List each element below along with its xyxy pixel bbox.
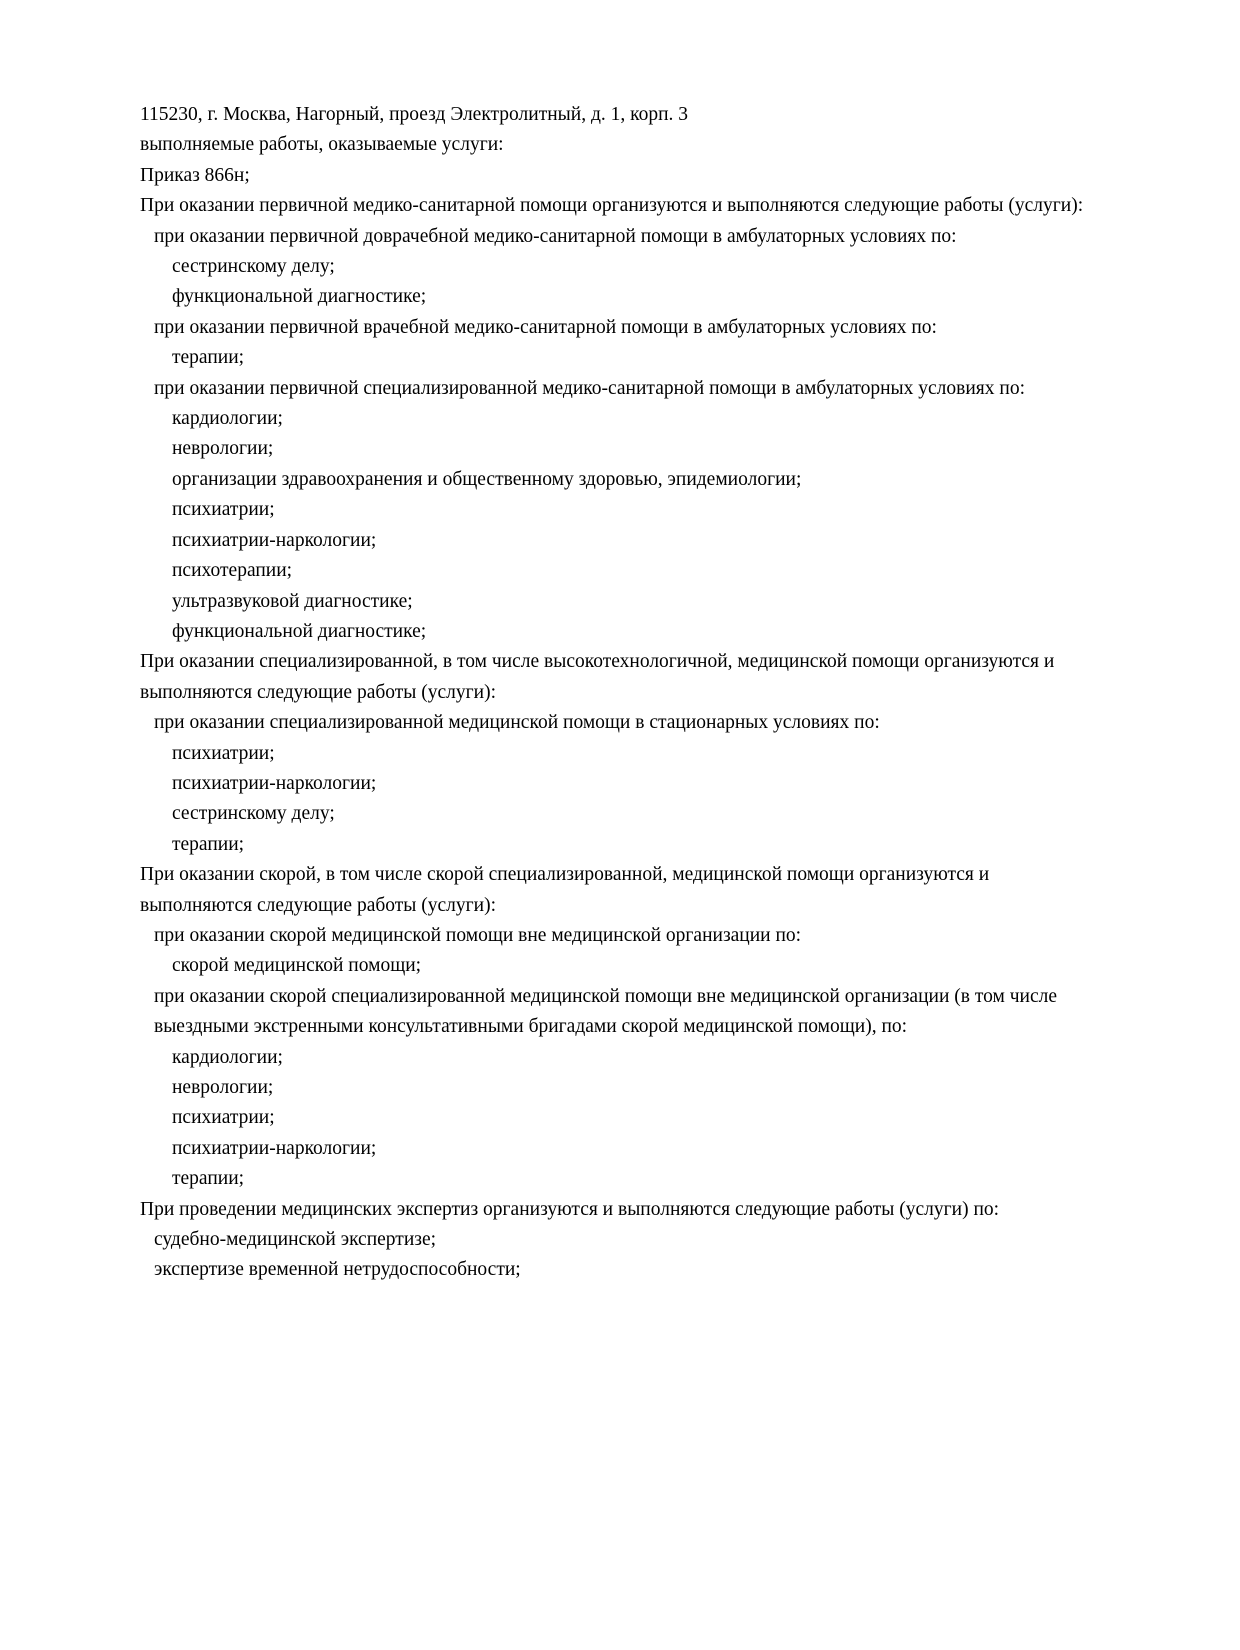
service-line: функциональной диагностике; xyxy=(172,286,427,308)
service-line: при оказании скорой специализированной медицинской помощи вне медицинской организации (в том числе выездными экстренными консультативными бригадами скорой медицинской помощи), по: xyxy=(154,985,1062,1038)
service-line: кардиологии; xyxy=(172,1046,283,1068)
service-line: организации здравоохранения и общественному здоровью, эпидемиологии; xyxy=(172,468,802,490)
service-line: неврологии; xyxy=(172,438,274,460)
service-line: ультразвуковой диагностике; xyxy=(172,590,413,612)
service-line: при оказании первичной доврачебной медико-санитарной помощи в амбулаторных условиях по: xyxy=(154,225,957,247)
service-line: При оказании первичной медико-санитарной помощи организуются и выполняются следующие работы (услуги): xyxy=(140,195,1084,217)
service-line: при оказании первичной специализированной медико-санитарной помощи в амбулаторных условиях по: xyxy=(154,377,1026,399)
services-list xyxy=(140,191,1100,1286)
service-line: терапии; xyxy=(172,1168,245,1190)
service-line: психиатрии-наркологии; xyxy=(172,1137,377,1159)
service-line: терапии; xyxy=(172,347,245,369)
service-line: сестринскому делу; xyxy=(172,256,335,278)
service-line: При оказании специализированной, в том числе высокотехнологичной, медицинской помощи организуются и выполняются следующие работы (услуги): xyxy=(140,651,1060,703)
service-line: психотерапии; xyxy=(172,560,293,582)
service-line: при оказании специализированной медицинской помощи в стационарных условиях по: xyxy=(154,712,880,734)
service-line: функциональной диагностике; xyxy=(172,620,427,642)
subtitle-line: выполняемые работы, оказываемые услуги: xyxy=(140,134,504,156)
service-line: психиатрии; xyxy=(172,742,275,764)
service-line: При оказании скорой, в том числе скорой специализированной, медицинской помощи организуются и выполняются следующие работы (услуги): xyxy=(140,864,995,916)
service-line: психиатрии-наркологии; xyxy=(172,529,377,551)
service-line: экспертизе временной нетрудоспособности; xyxy=(154,1259,521,1281)
order-line: Приказ 866н; xyxy=(140,164,250,186)
service-line: сестринскому делу; xyxy=(172,803,335,825)
service-line: судебно-медицинской экспертизе; xyxy=(154,1229,437,1251)
service-line: кардиологии; xyxy=(172,408,283,430)
service-line: психиатрии; xyxy=(172,1107,275,1129)
service-line: психиатрии; xyxy=(172,499,275,521)
service-line: неврологии; xyxy=(172,1077,274,1098)
service-line: терапии; xyxy=(172,833,245,855)
service-line: психиатрии-наркологии; xyxy=(172,772,377,794)
service-line: при оказании первичной врачебной медико-санитарной помощи в амбулаторных условиях по: xyxy=(154,316,937,338)
document-body xyxy=(140,100,1100,1286)
service-line: При проведении медицинских экспертиз организуются и выполняются следующие работы (услуги) по: xyxy=(140,1198,1000,1220)
service-line: скорой медицинской помощи; xyxy=(172,955,422,977)
address-line: 115230, г. Москва, Нагорный, проезд Электролитный, д. 1, корп. 3 xyxy=(140,104,689,125)
service-line: при оказании скорой медицинской помощи вне медицинской организации по: xyxy=(154,924,802,946)
